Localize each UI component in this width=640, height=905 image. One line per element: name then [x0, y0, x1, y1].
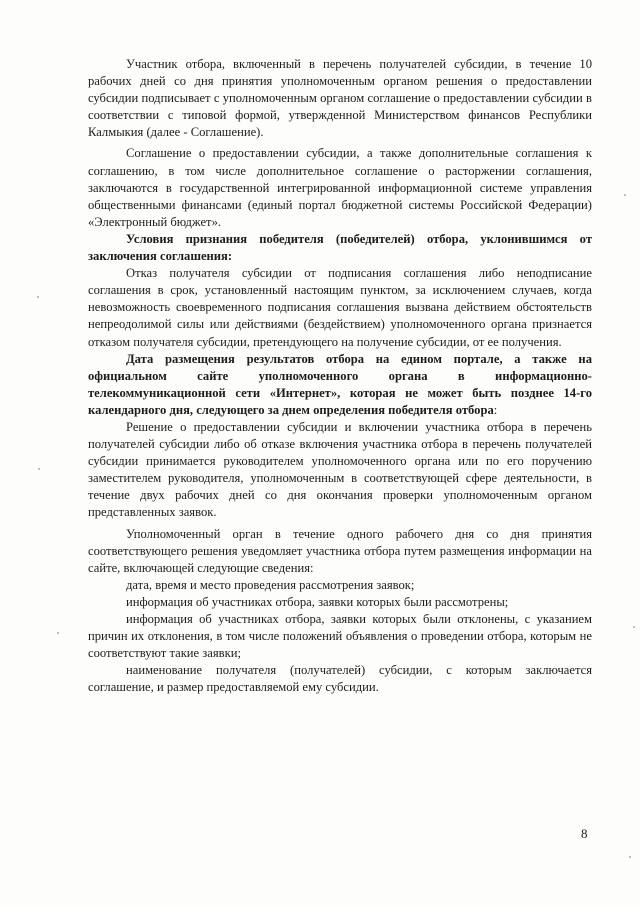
heading-evasion-conditions-text: Условия признания победителя (победителей) отбора, уклонившимся от заключения соглашения:	[88, 231, 592, 264]
list-item-date-time-place: дата, время и место проведения рассмотрения заявок;	[126, 577, 415, 592]
heading-results-date	[88, 351, 592, 419]
heading-evasion-conditions	[88, 231, 592, 265]
list-item-rejected-participants: информация об участниках отбора, заявки которых были отклонены, с указанием причин их отклонения, в том числе положений объявления о проведении отбора, которым не соответствуют такие заявки;	[88, 612, 592, 661]
scan-speck	[37, 296, 39, 298]
scan-speck	[633, 626, 635, 628]
paragraph-electronic-budget: Соглашение о предоставлении субсидии, а также дополнительные соглашения к соглашению, в том числе дополнительное соглашение о расторжении соглашения, заключаются в государственной интегрированной информационной системе управления общественными финансами (единый портал бюджетной системы Российской Федерации) «Электронный бюджет».	[88, 146, 592, 229]
heading-results-date-text: Дата размещения результатов отбора на едином портале, а также на официальном сайте уполномоченного органа в информационно-телекоммуникационной сети «Интернет», которая не может быть позднее 14-го календарного дня, следующего за днем определения победителя отбора	[88, 351, 592, 417]
list-item-reviewed-participants: информация об участниках отбора, заявки которых были рассмотрены;	[126, 594, 509, 609]
paragraph-refusal: Отказ получателя субсидии от подписания соглашения либо неподписание соглашения в срок, установленный настоящим пунктом, за исключением случаев, когда невозможность своевременного подписания соглашения вызвана действием обстоятельств непреодолимой силы или действиями (бездействием) уполномоченного органа признается отказом получателя субсидии, претендующего на получение субсидии, от ее получения.	[88, 266, 592, 349]
scan-speck	[38, 468, 40, 470]
document-body	[88, 56, 592, 696]
list-item-recipient-name: наименование получателя (получателей) субсидии, с которым заключается соглашение, и размер предоставляемой ему субсидии.	[88, 663, 592, 695]
scan-speck	[624, 194, 626, 196]
page-number: 8	[581, 826, 588, 841]
heading-results-date-colon: :	[493, 402, 498, 417]
paragraph-notification: Уполномоченный орган в течение одного рабочего дня со дня принятия соответствующего решения уведомляет участника отбора путем размещения информации на сайте, включающей следующие сведения:	[88, 526, 592, 575]
scan-speck	[629, 856, 631, 858]
paragraph-decision: Решение о предоставлении субсидии и включении участника отбора в перечень получателей субсидии либо об отказе включения участника отбора в перечень получателей субсидии принимается руководителем уполномоченного органа или по его поручению заместителем руководителя, уполномоченным в соответствующей сфере деятельности, в течение двух рабочих дней со дня окончания проверки уполномоченным органом представленных заявок.	[88, 419, 592, 520]
scan-speck	[57, 632, 59, 634]
paragraph-agreement-signing: Участник отбора, включенный в перечень получателей субсидии, в течение 10 рабочих дней со дня принятия уполномоченным органом решения о предоставлении субсидии подписывает с уполномоченным органом соглашение о предоставлении субсидии в соответствии с типовой формой, утвержденной Министерством финансов Республики Калмыкия (далее - Соглашение).	[88, 57, 592, 140]
